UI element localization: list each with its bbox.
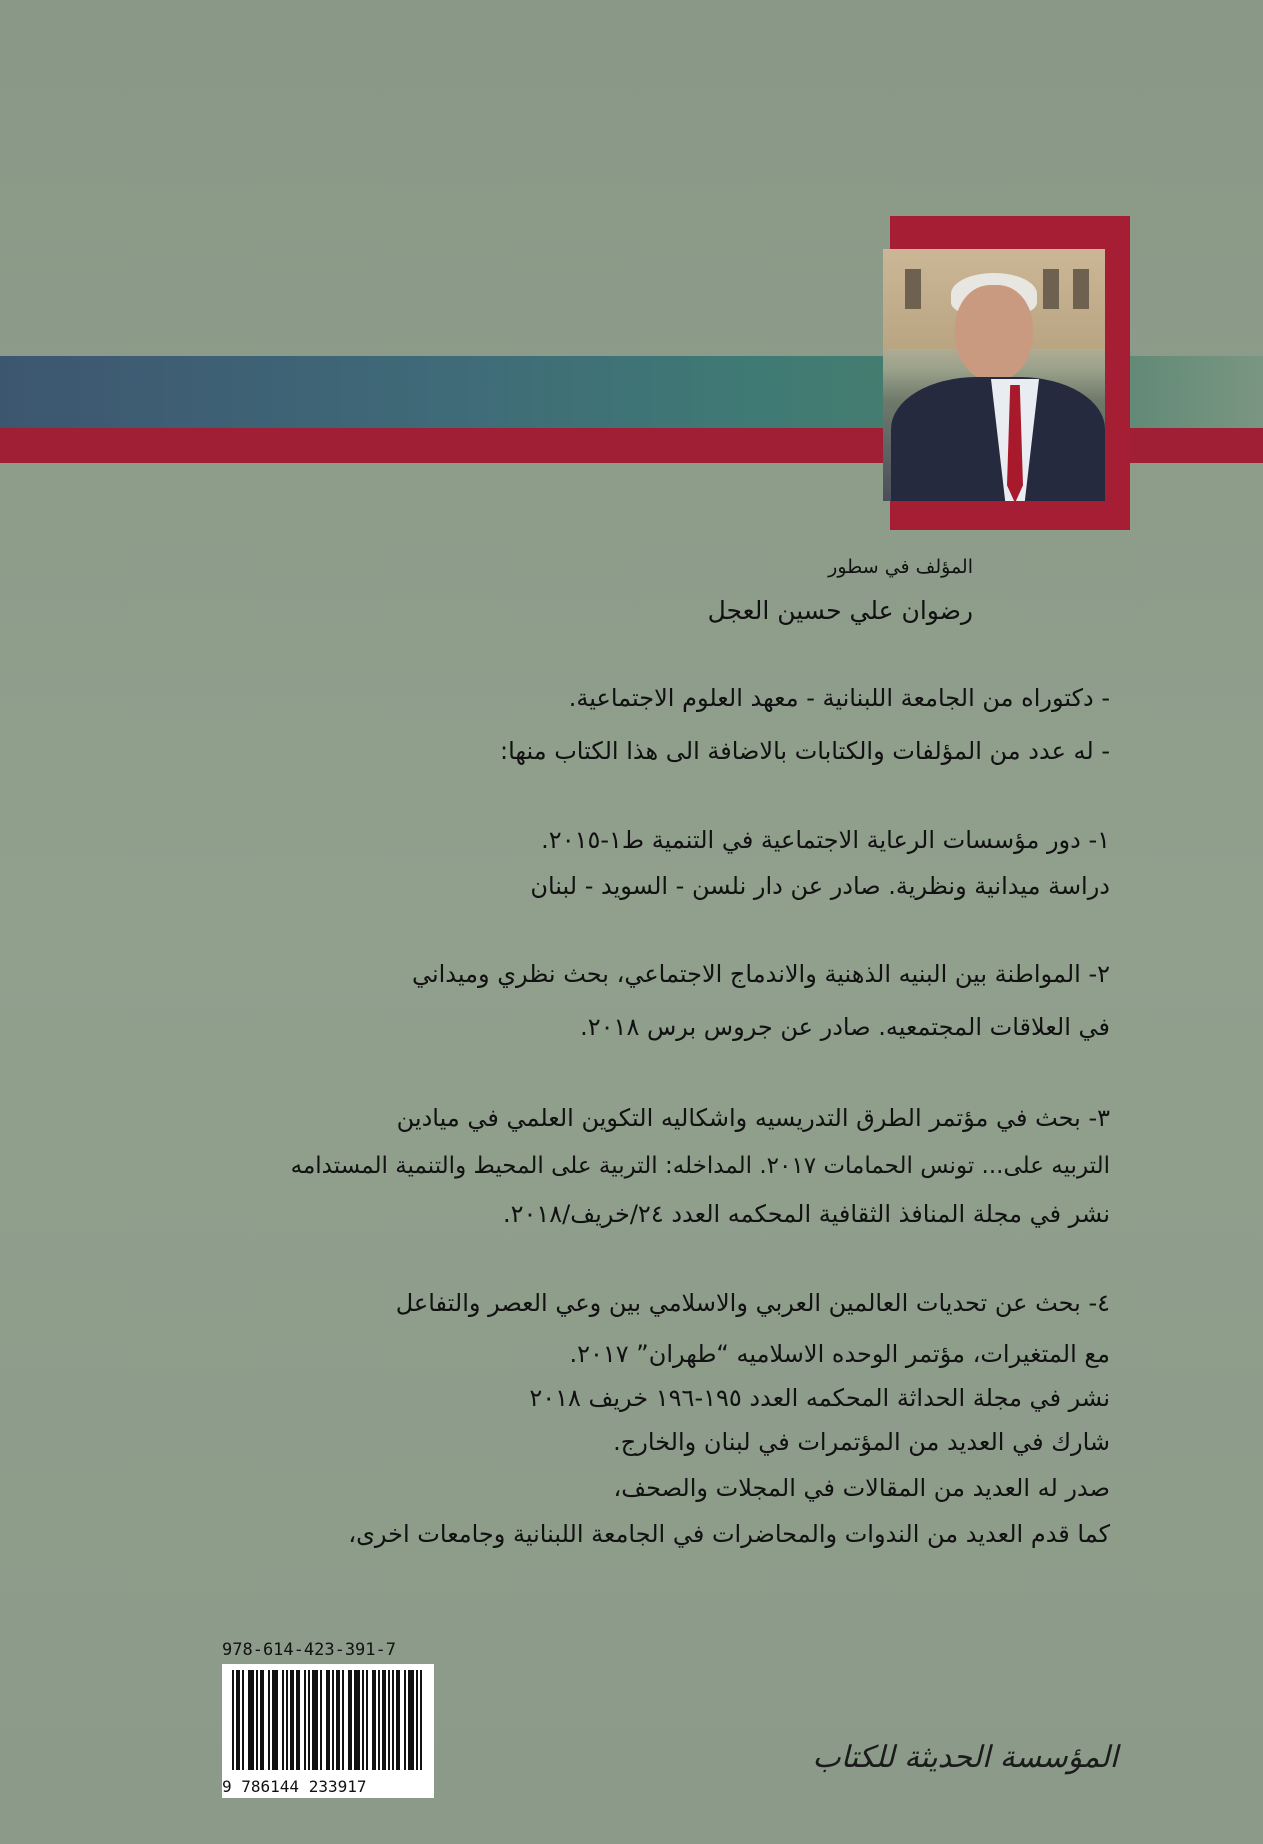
author-photo bbox=[883, 249, 1105, 501]
barcode-bar bbox=[396, 1670, 398, 1770]
barcode-bar bbox=[350, 1670, 352, 1770]
publisher-logo: المؤسسة الحديثة للكتاب bbox=[812, 1740, 1118, 1775]
barcode-bar bbox=[336, 1670, 338, 1770]
intro-line: - دكتوراه من الجامعة اللبنانية - معهد العلوم الاجتماعية. bbox=[568, 684, 1110, 712]
barcode-bar bbox=[308, 1670, 310, 1770]
barcode-bar bbox=[348, 1670, 350, 1770]
barcode-bar bbox=[356, 1670, 358, 1770]
barcode-bar bbox=[362, 1670, 364, 1770]
isbn-text: 978-614-423-391-7 bbox=[222, 1640, 396, 1660]
work-line: صدر له العديد من المقالات في المجلات والصحف، bbox=[613, 1474, 1110, 1502]
barcode-bar bbox=[316, 1670, 318, 1770]
barcode-bar bbox=[372, 1670, 374, 1770]
barcode-bar bbox=[366, 1670, 368, 1770]
barcode-bar bbox=[398, 1670, 400, 1770]
barcode-bar bbox=[298, 1670, 300, 1770]
barcode-bar bbox=[242, 1670, 244, 1770]
barcode-bar bbox=[248, 1670, 250, 1770]
barcode-bar bbox=[382, 1670, 384, 1770]
barcode-bar bbox=[260, 1670, 262, 1770]
barcode bbox=[222, 1664, 434, 1798]
work-line: التربيه على... تونس الحمامات ٢٠١٧. المداخله: التربية على المحيط والتنمية المستدامه bbox=[290, 1153, 1110, 1179]
work-line: ٢- المواطنة بين البنيه الذهنية والاندماج الاجتماعي، بحث نظري وميداني bbox=[411, 960, 1110, 988]
work-line: شارك في العديد من المؤتمرات في لبنان والخارج. bbox=[613, 1428, 1110, 1456]
barcode-bar bbox=[354, 1670, 356, 1770]
work-line: كما قدم العديد من الندوات والمحاضرات في الجامعة اللبنانية وجامعات اخرى، bbox=[348, 1520, 1110, 1548]
work-line: دراسة ميدانية ونظرية. صادر عن دار نلسن - السويد - لبنان bbox=[530, 872, 1110, 900]
barcode-bar bbox=[342, 1670, 344, 1770]
author-section-label: المؤلف في سطور bbox=[828, 556, 973, 578]
barcode-bar bbox=[416, 1670, 418, 1770]
intro-line: - له عدد من المؤلفات والكتابات بالاضافة الى هذا الكتاب منها: bbox=[500, 737, 1110, 765]
barcode-bar bbox=[304, 1670, 306, 1770]
work-line: ١- دور مؤسسات الرعاية الاجتماعية في التنمية ط١-٢٠١٥. bbox=[541, 826, 1110, 854]
barcode-digits: 9 786144 233917 bbox=[222, 1777, 434, 1796]
barcode-bar bbox=[232, 1670, 234, 1770]
barcode-bar bbox=[408, 1670, 410, 1770]
barcode-bar bbox=[286, 1670, 288, 1770]
work-line: ٤- بحث عن تحديات العالمين العربي والاسلامي بين وعي العصر والتفاعل bbox=[395, 1289, 1110, 1317]
barcode-bar bbox=[256, 1670, 258, 1770]
barcode-bar bbox=[252, 1670, 254, 1770]
barcode-bar bbox=[384, 1670, 386, 1770]
barcode-bar bbox=[392, 1670, 394, 1770]
work-line: مع المتغيرات، مؤتمر الوحده الاسلاميه “طهران” ٢٠١٧. bbox=[569, 1340, 1110, 1368]
barcode-bar bbox=[378, 1670, 380, 1770]
barcode-bar bbox=[268, 1670, 270, 1770]
barcode-bar bbox=[338, 1670, 340, 1770]
barcode-bar bbox=[290, 1670, 292, 1770]
barcode-bar bbox=[358, 1670, 360, 1770]
barcode-bar bbox=[404, 1670, 406, 1770]
barcode-bar bbox=[292, 1670, 294, 1770]
barcode-bar bbox=[388, 1670, 390, 1770]
barcode-bar bbox=[374, 1670, 376, 1770]
work-line: نشر في مجلة الحداثة المحكمه العدد ١٩٥-١٩٦ خريف ٢٠١٨ bbox=[529, 1384, 1110, 1412]
barcode-bar bbox=[276, 1670, 278, 1770]
barcode-bar bbox=[312, 1670, 314, 1770]
barcode-bar bbox=[272, 1670, 274, 1770]
barcode-bar bbox=[314, 1670, 316, 1770]
work-line: نشر في مجلة المنافذ الثقافية المحكمه العدد ٢٤/خريف/٢٠١٨. bbox=[502, 1200, 1110, 1228]
barcode-bar bbox=[410, 1670, 412, 1770]
barcode-bar bbox=[238, 1670, 240, 1770]
barcode-bar bbox=[328, 1670, 330, 1770]
barcode-bar bbox=[332, 1670, 334, 1770]
barcode-bar bbox=[296, 1670, 298, 1770]
barcode-bar bbox=[320, 1670, 322, 1770]
author-name: رضوان علي حسين العجل bbox=[707, 596, 973, 625]
barcode-bar bbox=[282, 1670, 284, 1770]
barcode-bar bbox=[412, 1670, 414, 1770]
barcode-bar bbox=[274, 1670, 276, 1770]
work-line: في العلاقات المجتمعيه. صادر عن جروس برس ٢٠١٨. bbox=[580, 1013, 1110, 1041]
work-line: ٣- بحث في مؤتمر الطرق التدريسيه واشكاليه التكوين العلمي في ميادين bbox=[396, 1104, 1110, 1132]
barcode-bar bbox=[262, 1670, 264, 1770]
barcode-bar bbox=[326, 1670, 328, 1770]
barcode-bar bbox=[250, 1670, 252, 1770]
barcode-bars bbox=[222, 1664, 434, 1776]
barcode-bar bbox=[236, 1670, 238, 1770]
barcode-bar bbox=[420, 1670, 422, 1770]
